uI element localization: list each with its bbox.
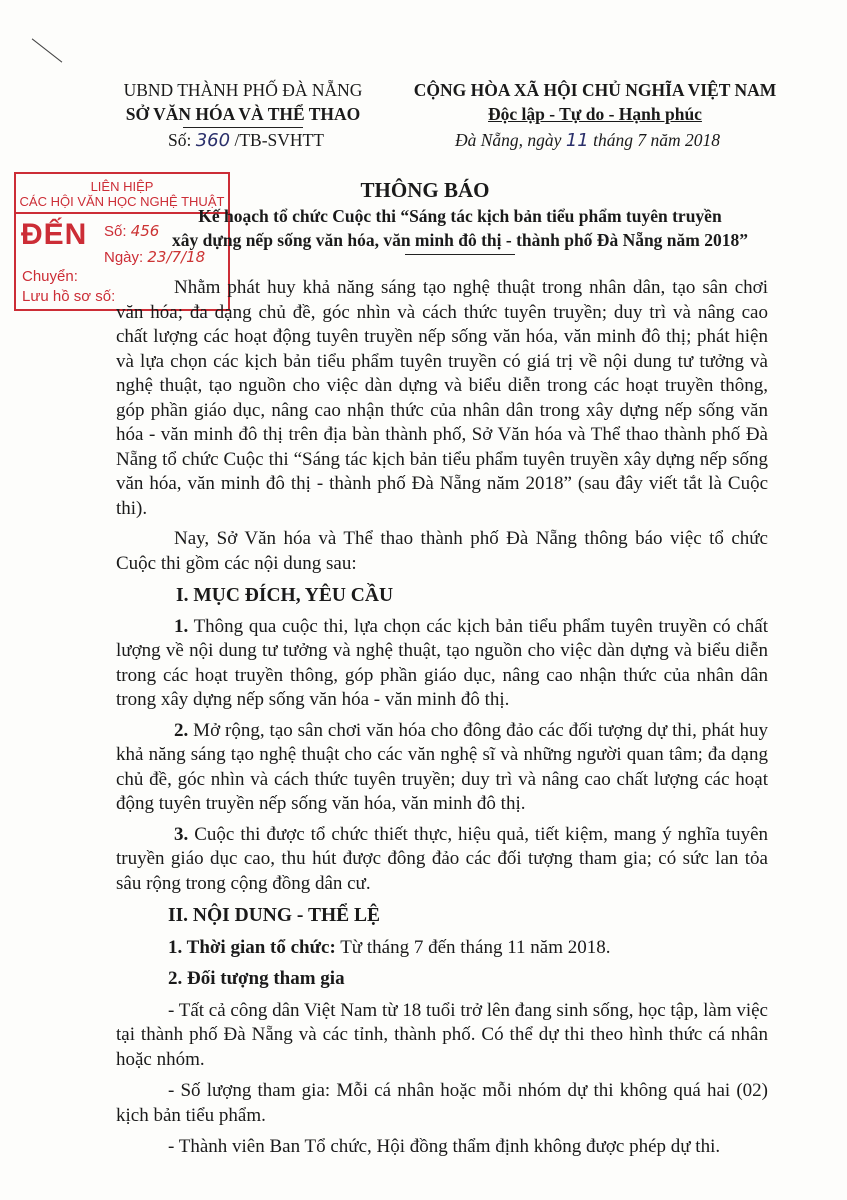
item-1-number: 1. [174, 615, 189, 637]
section-1-item-2 [116, 719, 768, 817]
item-2-number: 2. [174, 719, 189, 741]
nation-title: CỘNG HÒA XÃ HỘI CHỦ NGHĨA VIỆT NAM [413, 80, 777, 100]
section-2-time [116, 936, 768, 961]
time-value: Từ tháng 7 đến tháng 11 năm 2018. [340, 936, 611, 958]
agency-name: SỞ VĂN HÓA VÀ THỂ THAO [125, 104, 361, 124]
issue-date [455, 128, 720, 153]
doc-number-suffix: /TB-SVHTT [234, 130, 324, 150]
stamp-so-label: Số: [104, 223, 127, 240]
section-1-item-3 [116, 823, 768, 897]
stamp-ngay-value: 23/7/18 [147, 248, 206, 266]
stamp-line2: CÁC HỘI VĂN HỌC NGHỆ THUẬT [16, 194, 228, 214]
date-prefix: Đà Nẵng, ngày [455, 130, 562, 150]
agency-parent: UBND THÀNH PHỐ ĐÀ NẴNG [123, 80, 363, 100]
subtitle-line1: Kế hoạch tổ chức Cuộc thi “Sáng tác kịch bản tiểu phẩm tuyên truyền [198, 206, 722, 226]
subject-bullet-2: - Số lượng tham gia: Mỗi cá nhân hoặc mỗi nhóm dự thi không quá hai (02) kịch bản tiểu phẩm. [116, 1080, 768, 1126]
document-body [116, 276, 768, 1163]
stamp-line1: LIÊN HIỆP [90, 179, 154, 194]
intro-paragraph-1: Nhằm phát huy khả năng sáng tạo nghệ thuật trong nhân dân, tạo sân chơi văn hóa; đa dạng chủ đề, góc nhìn và cách thức tuyên truyền; duy trì và nâng cao chất lượng các hoạt động tuyên truyền nếp sống văn hóa, văn minh đô thị; phát hiện và lựa chọn các kịch bản tiểu phẩm tuyên truyền có giá trị về nội dung tư tưởng và nghệ thuật, tạo nguồn cho việc dàn dựng và biểu diễn trong các hoạt truyền thông, góp phần giáo dục, nâng cao nhận thức của nhân dân trong xây dựng nếp sống văn hóa - văn minh đô thị trên địa bàn thành phố, Sở Văn hóa và Thể thao thành phố Đà Nẵng tổ chức Cuộc thi “Sáng tác kịch bản tiểu phẩm tuyên truyền xây dựng nếp sống văn hóa, văn minh đô thị - thành phố Đà Nẵng năm 2018” (sau đây viết tắt là Cuộc thi). [116, 277, 768, 519]
item-3-number: 3. [174, 823, 189, 845]
scan-mark [32, 38, 63, 62]
document-title: THÔNG BÁO [360, 178, 490, 202]
subject-bullet-3: - Thành viên Ban Tổ chức, Hội đồng thẩm định không được phép dự thi. [168, 1136, 721, 1157]
stamp-luu: Lưu hồ sơ số: [22, 288, 116, 305]
date-suffix: tháng 7 năm 2018 [593, 130, 720, 150]
time-label: 1. Thời gian tổ chức: [168, 936, 336, 958]
national-motto [405, 78, 785, 126]
item-3-text: Cuộc thi được tổ chức thiết thực, hiệu quả, tiết kiệm, mang ý nghĩa tuyên truyền giáo dục cao, thu hút được đông đảo các đối tượng tham gia; có sức lan tỏa sâu rộng trong cộng đồng dân cư. [116, 823, 769, 894]
stamp-den: ĐẾN [21, 218, 88, 251]
subtitle-line2: xây dựng nếp sống văn hóa, văn minh đô thị - thành phố Đà Nẵng năm 2018” [171, 230, 748, 250]
doc-number-value: 360 [195, 130, 231, 151]
stamp-so-value: 456 [130, 222, 160, 240]
doc-number-label: Số: [168, 130, 192, 150]
section-1-heading: I. MỤC ĐÍCH, YÊU CẦU [176, 585, 394, 606]
stamp-chuyen: Chuyển: [22, 268, 78, 285]
intro-paragraph-2: Nay, Sở Văn hóa và Thể thao thành phố Đà Nẵng thông báo việc tổ chức Cuộc thi gồm các nội dung sau: [116, 528, 768, 574]
section-2-heading: II. NỘI DUNG - THỂ LỆ [168, 905, 381, 926]
item-2-text: Mở rộng, tạo sân chơi văn hóa cho đông đảo các đối tượng dự thi, phát huy khả năng sáng tạo nghệ thuật cho các văn nghệ sĩ và những người quan tâm; đa dạng chủ đề, góc nhìn và cách thức tuyên truyền; duy trì và nâng cao chất lượng các hoạt động tuyên truyền nếp sống văn hóa, văn minh đô thị. [116, 719, 768, 814]
section-2-subject-heading: 2. Đối tượng tham gia [168, 968, 345, 989]
title-underline [405, 254, 515, 255]
document-subtitle [110, 204, 810, 255]
date-day: 11 [565, 130, 589, 151]
subject-bullet-1: - Tất cả công dân Việt Nam từ 18 tuổi trở lên đang sinh sống, học tập, làm việc tại thành phố Đà Nẵng và các tỉnh, thành phố. Có thể dự thi theo hình thức cá nhân hoặc nhóm. [116, 999, 768, 1070]
section-1-item-1 [116, 615, 768, 713]
doc-number [168, 128, 324, 153]
nation-motto: Độc lập - Tự do - Hạnh phúc [488, 104, 702, 124]
item-1-text: Thông qua cuộc thi, lựa chọn các kịch bản tiểu phẩm tuyên truyền có chất lượng về nội dung tư tưởng và nghệ thuật, tạo nguồn cho việc dàn dựng và biểu diễn trong các hoạt truyền thông, góp phần giáo dục, nâng cao nhận thức của nhân dân trong xây dựng nếp sống văn hóa - văn minh đô thị. [116, 615, 768, 710]
issuing-agency [118, 78, 368, 128]
stamp-ngay-label: Ngày: [104, 249, 144, 266]
